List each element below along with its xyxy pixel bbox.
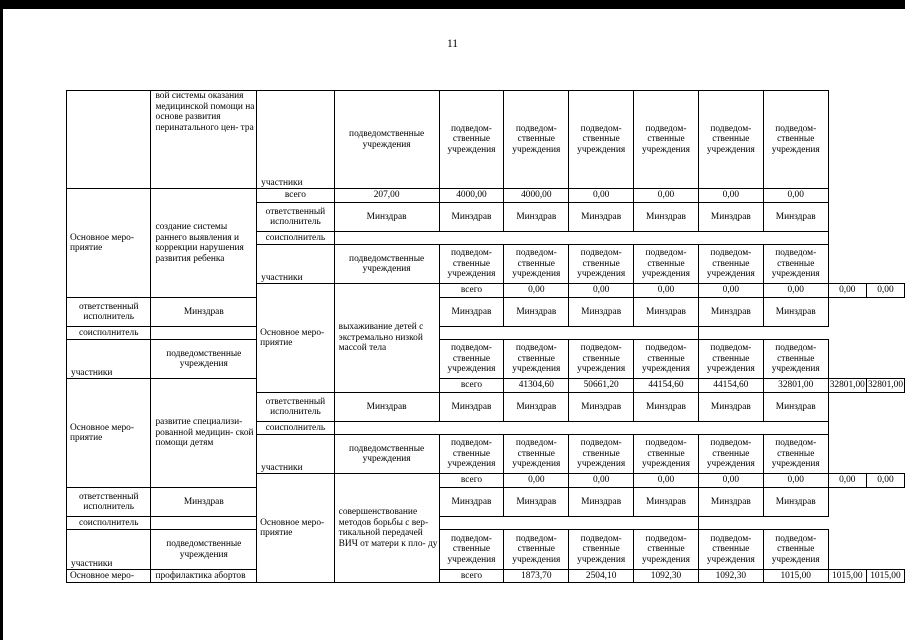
amount-cell: 0,00 [866, 474, 904, 488]
executor-cell: Минздрав [504, 488, 569, 517]
executor-cell: Минздрав [504, 393, 569, 422]
amount-cell: 1092,30 [634, 570, 699, 583]
role-label-cell: ответственный исполнитель [257, 203, 335, 232]
table-row [67, 327, 905, 340]
participant-cell: подведом- ственные учреждения [569, 245, 634, 284]
amount-cell: 32801,00 [763, 379, 828, 393]
executor-cell: Минздрав [763, 393, 828, 422]
table-row [67, 91, 905, 189]
amount-cell: 1092,30 [698, 570, 763, 583]
executor-cell: Минздрав [634, 203, 699, 232]
amount-cell: 0,00 [634, 189, 699, 203]
participant-cell: подведом- ственные учреждения [504, 91, 569, 189]
participant-cell: подведом- ственные учреждения [634, 435, 699, 474]
amount-cell: 2504,10 [569, 570, 634, 583]
participant-cell: подведом- ственные учреждения [439, 91, 504, 189]
amount-cell: 0,00 [763, 284, 828, 298]
role-label-cell: соисполнитель [67, 327, 151, 340]
executor-cell: Минздрав [763, 488, 828, 517]
activity-type-cell: Основное меро- приятие [257, 284, 335, 393]
participant-cell: подведом- ственные учреждения [698, 530, 763, 570]
executor-cell: Минздрав [504, 203, 569, 232]
executor-cell: Минздрав [698, 298, 763, 327]
role-label-cell: участники [257, 91, 335, 189]
role-label-cell: соисполнитель [67, 517, 151, 530]
participant-cell: подведом- ственные учреждения [763, 435, 828, 474]
executor-cell: Минздрав [569, 488, 634, 517]
participant-cell: подведомственные учреждения [151, 340, 257, 379]
executor-cell: Минздрав [698, 393, 763, 422]
activity-description-cell: выхаживание детей с экстремально низкой массой тела [334, 284, 439, 393]
role-label-cell: ответственный исполнитель [257, 393, 335, 422]
table-row [67, 488, 905, 517]
executor-cell: Минздрав [634, 488, 699, 517]
role-label-cell: участники [67, 530, 151, 570]
activity-type-cell: Основное меро- приятие [257, 474, 335, 583]
amount-cell: 0,00 [504, 474, 569, 488]
participant-cell: подведом- ственные учреждения [504, 435, 569, 474]
executor-cell: Минздрав [439, 298, 504, 327]
activity-type-cell: Основное меро- [67, 570, 151, 583]
participant-cell: подведом- ственные учреждения [439, 245, 504, 284]
table-row [67, 379, 905, 393]
executor-cell: Минздрав [634, 298, 699, 327]
participant-cell: подведом- ственные учреждения [763, 245, 828, 284]
executor-cell: Минздрав [439, 203, 504, 232]
participant-cell: подведом- ственные учреждения [698, 340, 763, 379]
executor-cell: Минздрав [151, 298, 257, 327]
executor-cell: Минздрав [569, 203, 634, 232]
role-label-cell: всего [439, 570, 504, 583]
amount-cell: 1015,00 [866, 570, 904, 583]
page-number: 11 [446, 38, 459, 50]
participant-cell: подведомственные учреждения [151, 530, 257, 570]
executor-cell: Минздрав [334, 393, 439, 422]
activity-description-cell: профилактика абортов [151, 570, 257, 583]
executor-cell: Минздрав [634, 393, 699, 422]
scan-top-border [0, 0, 905, 9]
amount-cell: 0,00 [569, 189, 634, 203]
executor-cell: Минздрав [698, 203, 763, 232]
participant-cell: подведом- ственные учреждения [634, 340, 699, 379]
participant-cell: подведом- ственные учреждения [504, 530, 569, 570]
activity-type-cell: Основное меро- приятие [67, 379, 151, 488]
amount-cell: 44154,60 [634, 379, 699, 393]
program-activities-table [66, 90, 905, 583]
co-executor-cell [151, 327, 698, 340]
executor-cell: Минздрав [569, 298, 634, 327]
role-label-cell: соисполнитель [257, 232, 335, 245]
participant-cell: подведом- ственные учреждения [763, 91, 828, 189]
co-executor-cell [334, 422, 828, 435]
participant-cell: подведомственные учреждения [334, 245, 439, 284]
amount-cell: 32801,00 [828, 379, 866, 393]
role-label-cell: всего [439, 474, 504, 488]
amount-cell: 207,00 [334, 189, 439, 203]
participant-cell: подведом- ственные учреждения [504, 245, 569, 284]
participant-cell: подведом- ственные учреждения [698, 435, 763, 474]
amount-cell: 1015,00 [763, 570, 828, 583]
executor-cell: Минздрав [439, 393, 504, 422]
amount-cell: 0,00 [698, 474, 763, 488]
participant-cell: подведом- ственные учреждения [634, 91, 699, 189]
participant-cell: подведом- ственные учреждения [763, 340, 828, 379]
amount-cell: 0,00 [866, 284, 904, 298]
executor-cell: Минздрав [151, 488, 257, 517]
amount-cell: 41304,60 [504, 379, 569, 393]
executor-cell: Минздрав [763, 203, 828, 232]
table-row [67, 298, 905, 327]
table-row [67, 340, 905, 379]
activity-description-cell: вой системы оказания медицинской помощи на основе развития перинатального цен- тра [151, 91, 257, 189]
participant-cell: подведом- ственные учреждения [439, 340, 504, 379]
scan-left-border [0, 0, 3, 640]
amount-cell: 0,00 [828, 474, 866, 488]
activity-description-cell: совершенствование методов борьбы с вер- тикальной передачей ВИЧ от матери к пло- ду [334, 474, 439, 583]
amount-cell: 50661,20 [569, 379, 634, 393]
amount-cell: 0,00 [698, 284, 763, 298]
amount-cell: 0,00 [828, 284, 866, 298]
executor-cell: Минздрав [569, 393, 634, 422]
amount-cell: 0,00 [634, 474, 699, 488]
role-label-cell: ответственный исполнитель [67, 488, 151, 517]
co-executor-cell [334, 232, 828, 245]
participant-cell: подведом- ственные учреждения [504, 340, 569, 379]
amount-cell: 44154,60 [698, 379, 763, 393]
role-label-cell: участники [257, 245, 335, 284]
amount-cell: 0,00 [504, 284, 569, 298]
executor-cell: Минздрав [439, 488, 504, 517]
role-label-cell: всего [439, 284, 504, 298]
role-label-cell: участники [67, 340, 151, 379]
participant-cell: подведом- ственные учреждения [439, 435, 504, 474]
table-body [67, 91, 905, 583]
amount-cell: 0,00 [698, 189, 763, 203]
activity-type-cell [67, 91, 151, 189]
participant-cell: подведом- ственные учреждения [569, 340, 634, 379]
executor-cell: Минздрав [698, 488, 763, 517]
amount-cell: 1873,70 [504, 570, 569, 583]
role-label-cell: участники [257, 435, 335, 474]
participant-cell: подведом- ственные учреждения [569, 435, 634, 474]
activity-description-cell: развитие специализи- рованной медицин- ской помощи детям [151, 379, 257, 488]
amount-cell: 0,00 [763, 474, 828, 488]
activity-description-cell: создание системы раннего выявления и коррекции нарушения развития ребенка [151, 189, 257, 298]
table-row [67, 570, 905, 583]
amount-cell: 4000,00 [504, 189, 569, 203]
role-label-cell: всего [257, 189, 335, 203]
amount-cell: 0,00 [634, 284, 699, 298]
participant-cell: подведом- ственные учреждения [569, 91, 634, 189]
amount-cell: 0,00 [763, 189, 828, 203]
participant-cell: подведомственные учреждения [334, 435, 439, 474]
role-label-cell: соисполнитель [257, 422, 335, 435]
participant-cell: подведом- ственные учреждения [698, 245, 763, 284]
amount-cell: 0,00 [569, 474, 634, 488]
participant-cell: подведомственные учреждения [334, 91, 439, 189]
role-label-cell: всего [439, 379, 504, 393]
executor-cell: Минздрав [334, 203, 439, 232]
participant-cell: подведом- ственные учреждения [698, 91, 763, 189]
table-row [67, 189, 905, 203]
participant-cell: подведом- ственные учреждения [634, 530, 699, 570]
participant-cell: подведом- ственные учреждения [569, 530, 634, 570]
participant-cell: подведом- ственные учреждения [763, 530, 828, 570]
amount-cell: 0,00 [569, 284, 634, 298]
executor-cell: Минздрав [504, 298, 569, 327]
table-row [67, 517, 905, 530]
executor-cell: Минздрав [763, 298, 828, 327]
amount-cell: 1015,00 [828, 570, 866, 583]
activity-type-cell: Основное меро- приятие [67, 189, 151, 298]
role-label-cell: ответственный исполнитель [67, 298, 151, 327]
table-row [67, 530, 905, 570]
participant-cell: подведом- ственные учреждения [634, 245, 699, 284]
amount-cell: 32801,00 [866, 379, 904, 393]
participant-cell: подведом- ственные учреждения [439, 530, 504, 570]
amount-cell: 4000,00 [439, 189, 504, 203]
